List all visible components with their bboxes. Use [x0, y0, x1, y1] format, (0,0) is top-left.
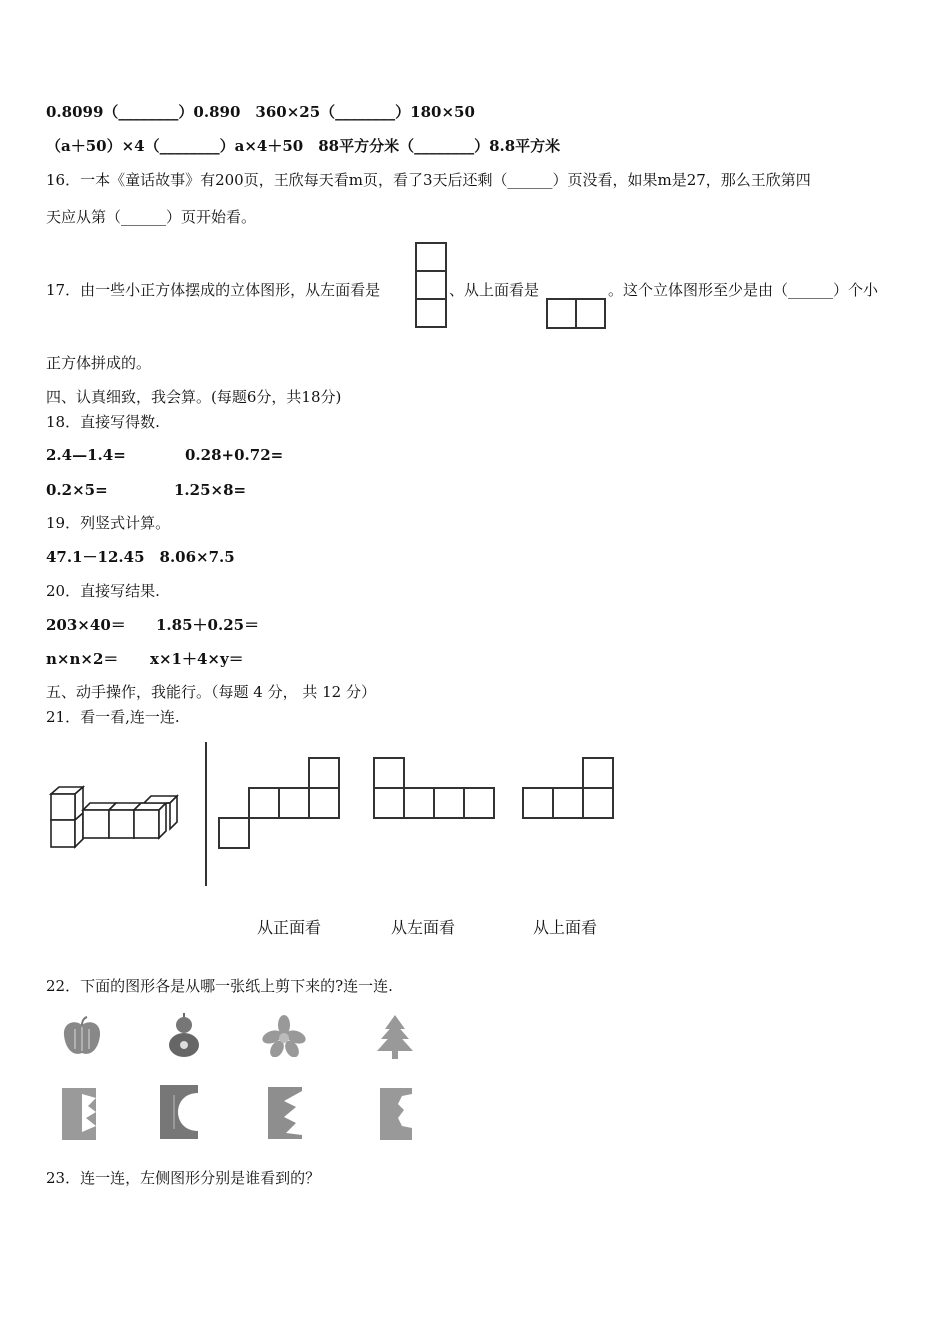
q21-label-left: 从左面看 — [391, 918, 456, 937]
q18-expr-c: 0.2×5= — [46, 481, 108, 499]
apple-icon — [60, 1015, 104, 1059]
q20-expr-d: x×1＋4×y＝ — [150, 650, 244, 668]
q21-label-top: 从上面看 — [533, 918, 598, 937]
q18-expr-b: 0.28+0.72= — [185, 446, 284, 464]
q16-line2: 天应从第（______）页开始看。 — [46, 208, 257, 226]
q23-title: 23．连一连，左侧图形分别是谁看到的？ — [46, 1169, 321, 1187]
q16-line1: 16．一本《童话故事》有200页，王欣每天看m页，看了3天后还剩（______）页没看，如果m是27，那么王欣第四 — [46, 171, 811, 189]
pine-tree-icon — [375, 1015, 415, 1059]
q20-title: 20．直接写结果. — [46, 582, 160, 600]
q21-cube-solid-figure — [48, 784, 188, 852]
q18-title: 18．直接写得数. — [46, 413, 160, 431]
paper-sheet-2 — [160, 1085, 198, 1139]
q17-part1: 17．由一些小正方体摆成的立体图形，从左面看是 — [46, 281, 381, 299]
q20-expr-a: 203×40＝ — [46, 616, 126, 634]
q17-part3: 。这个立体图形至少是由（______）个小 — [608, 281, 879, 299]
section5-title: 五、动手操作，我能行。（每题 4 分， 共 12 分） — [46, 683, 376, 701]
flower-icon — [262, 1015, 306, 1057]
q19-title: 19．列竖式计算。 — [46, 514, 171, 532]
q18-expr-d: 1.25×8= — [174, 481, 247, 499]
q21-label-front: 从正面看 — [257, 918, 322, 937]
paper-sheet-1 — [62, 1088, 96, 1140]
q20-expr-b: 1.85＋0.25＝ — [156, 616, 260, 634]
q21-divider — [205, 742, 207, 886]
q19-expr: 47.1－12.45 8.06×7.5 — [46, 548, 235, 566]
q22-title: 22．下面的图形各是从哪一张纸上剪下来的?连一连. — [46, 977, 393, 995]
q18-expr-a: 2.4—1.4= — [46, 446, 126, 464]
q17-line2: 正方体拼成的。 — [46, 354, 152, 372]
q15-row2: （a＋50）×4（________）a×4＋50 88平方分米（________）8.8平方米 — [46, 137, 561, 155]
q15-row1: 0.8099（________）0.890 360×25（________）180×50 — [46, 103, 475, 121]
q21-title: 21．看一看,连一连. — [46, 708, 180, 726]
gourd-icon — [162, 1013, 206, 1059]
q17-part2: 、从上面看是 — [449, 281, 540, 299]
paper-sheet-3 — [268, 1087, 302, 1139]
q20-expr-c: n×n×2＝ — [46, 650, 119, 668]
paper-sheet-4 — [380, 1088, 412, 1140]
section4-title: 四、认真细致，我会算。(每题6分，共18分) — [46, 388, 342, 406]
